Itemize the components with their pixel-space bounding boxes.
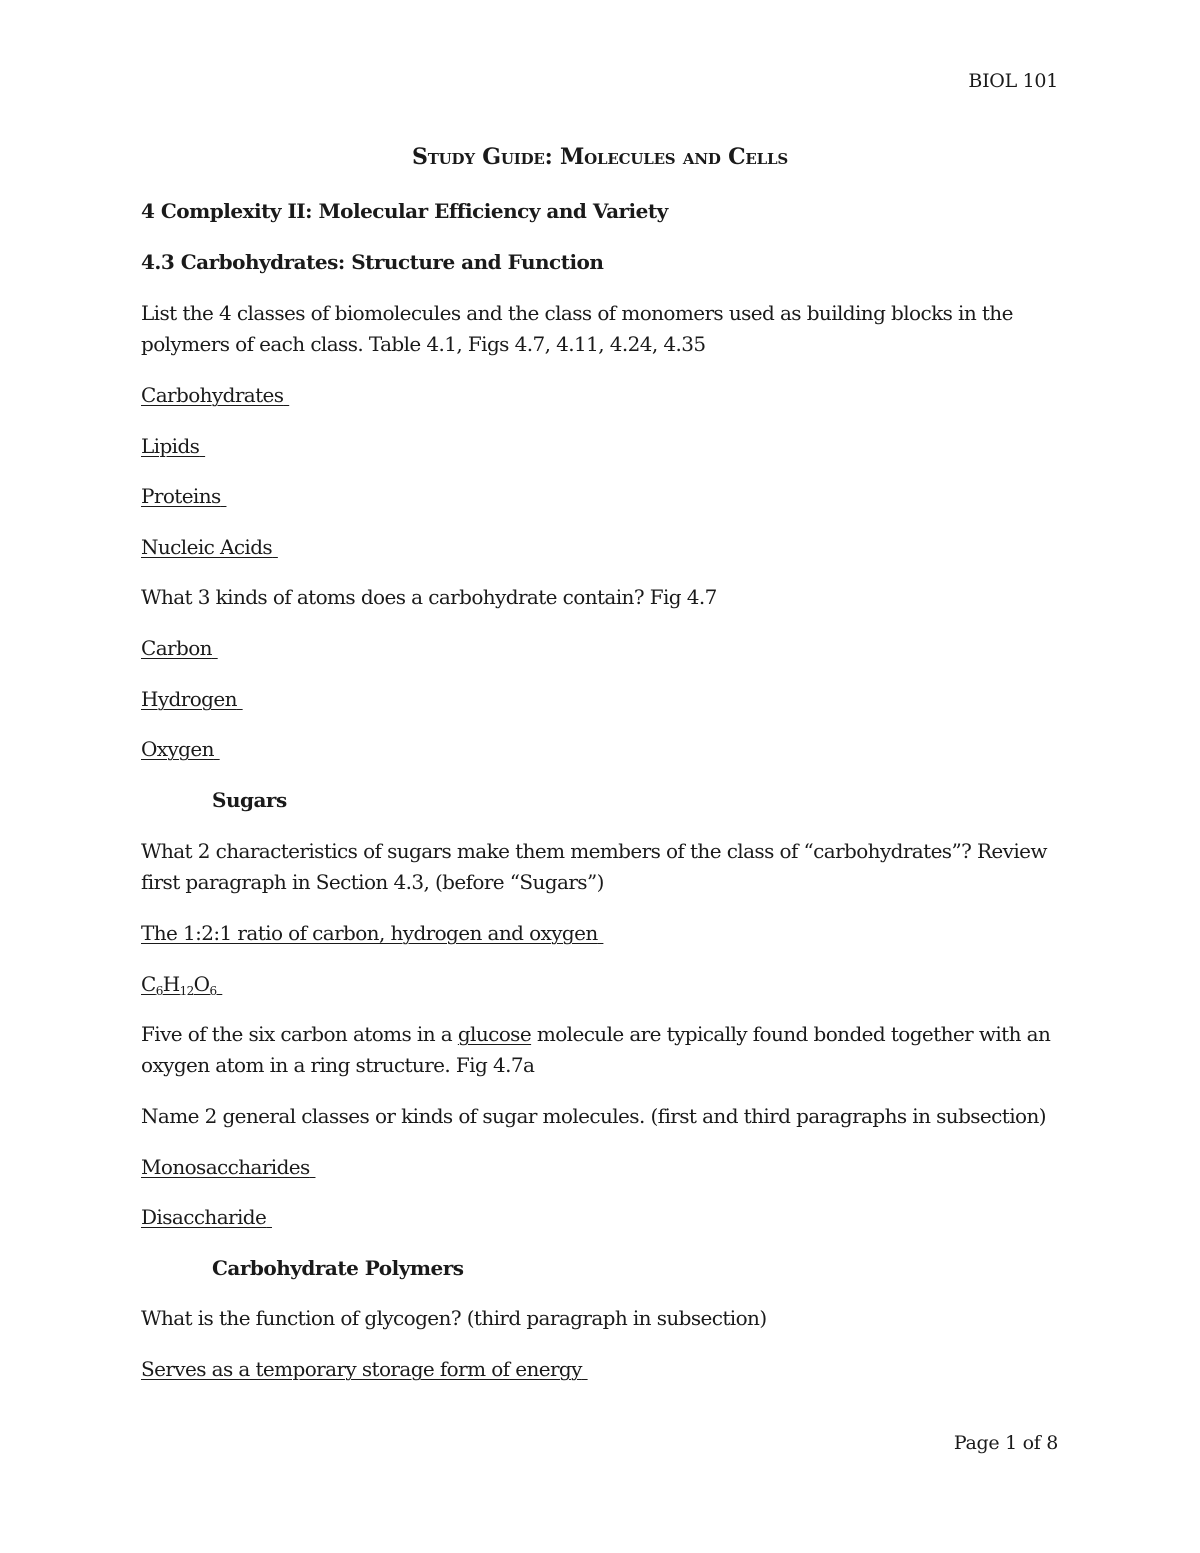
answer-formula (141, 969, 222, 1000)
answer-text: Nucleic Acids (141, 535, 273, 559)
subheading-carbohydrate-polymers: Carbohydrate Polymers (212, 1256, 464, 1280)
answer-ratio (141, 918, 603, 949)
answer-text: Oxygen (141, 737, 214, 761)
chemical-formula: $C_6H_{12}O_6$ (141, 972, 217, 998)
question-sugar-characteristics: What 2 characteristics of sugars make them members of the class of “carbohydrates”? Review first paragraph in Section 4.3, (before “Sugars”) (141, 839, 1047, 894)
answer-proteins (141, 481, 226, 512)
answer-text: Serves as a temporary storage form of energy (141, 1357, 582, 1381)
answer-text: Disaccharide (141, 1205, 267, 1229)
question-biomolecule-classes: List the 4 classes of biomolecules and the class of monomers used as building blocks in the polymers of each class. Table 4.1, Figs 4.7, 4.11, 4.24, 4.35 (141, 301, 1013, 356)
answer-carbon (141, 633, 218, 664)
answer-nucleic-acids (141, 532, 278, 563)
answer-monosaccharides (141, 1152, 315, 1183)
page-number: Page 1 of 8 (953, 1432, 1058, 1454)
answer-hydrogen (141, 684, 243, 715)
answer-text: Lipids (141, 434, 200, 458)
answer-text: Carbon (141, 636, 212, 660)
question-atom-kinds: What 3 kinds of atoms does a carbohydrate contain? Fig 4.7 (141, 585, 717, 609)
chapter-heading: 4 Complexity II: Molecular Efficiency and Variety (141, 199, 668, 223)
answer-lipids (141, 431, 205, 462)
section-heading: 4.3 Carbohydrates: Structure and Function (141, 250, 604, 274)
answer-carbohydrates (141, 380, 289, 411)
glucose-term: glucose (457, 1022, 532, 1046)
course-header: BIOL 101 (968, 70, 1058, 92)
question-sugar-classes: Name 2 general classes or kinds of sugar molecules. (first and third paragraphs in subsection) (141, 1104, 1046, 1128)
answer-text: Proteins (141, 484, 221, 508)
answer-text: The 1:2:1 ratio of carbon, hydrogen and oxygen (141, 921, 598, 945)
answer-text: Monosaccharides (141, 1155, 310, 1179)
answer-text: Hydrogen (141, 687, 237, 711)
subheading-sugars: Sugars (212, 788, 287, 812)
answer-disaccharide (141, 1202, 272, 1233)
answer-text: Carbohydrates (141, 383, 284, 407)
glucose-statement: Five of the six carbon atoms in a glucose molecule are typically found bonded together with an oxygen atom in a ring structure. Fig 4.7a (141, 1022, 1051, 1077)
answer-oxygen (141, 734, 220, 765)
page-title: Study Guide: Molecules and Cells (412, 144, 788, 170)
answer-glycogen-function (141, 1354, 588, 1385)
question-glycogen-function: What is the function of glycogen? (third paragraph in subsection) (141, 1306, 767, 1330)
